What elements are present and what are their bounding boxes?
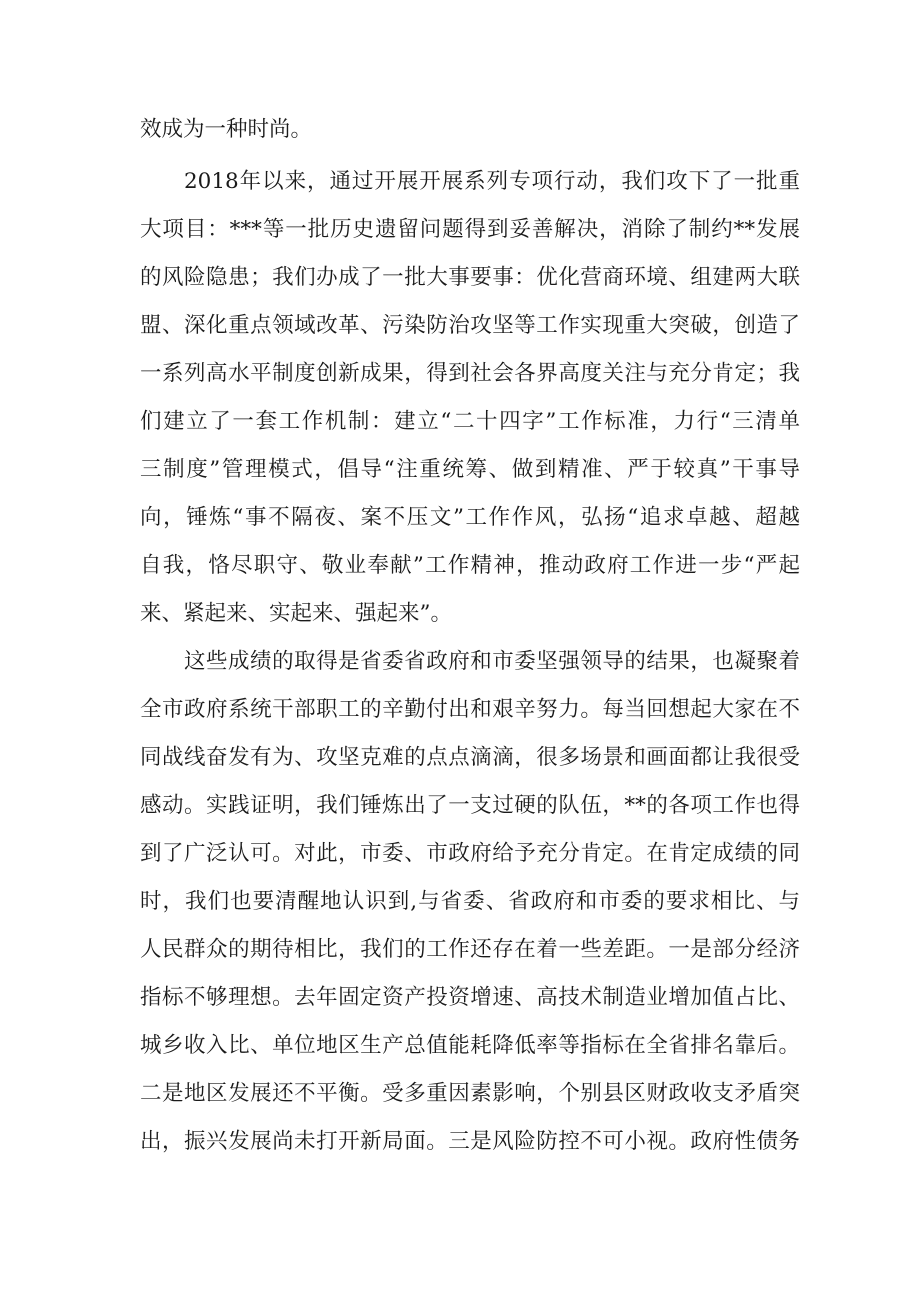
- text-line: 们建立了一套工作机制：建立“二十四字”工作标准，力行“三清单: [140, 409, 800, 434]
- text-line: 同战线奋发有为、攻坚克难的点点滴滴，很多场景和画面都让我很受: [140, 745, 800, 770]
- text-line: 指标不够理想。去年固定资产投资增速、高技术制造业增加值占比、: [140, 985, 800, 1010]
- text-line: 三制度”管理模式，倡导“注重统筹、做到精准、严于较真”干事导: [140, 457, 800, 482]
- text-line: 城乡收入比、单位地区生产总值能耗降低率等指标在全省排名靠后。: [140, 1033, 800, 1058]
- text-line: 大项目：***等一批历史遗留问题得到妥善解决，消除了制约**发展: [140, 217, 800, 242]
- text-line: 向，锤炼“事不隔夜、案不压文”工作作风，弘扬“追求卓越、超越: [140, 505, 800, 530]
- text-line: 感动。实践证明，我们锤炼出了一支过硬的队伍，**的各项工作也得: [140, 793, 800, 818]
- text-line: 这些成绩的取得是省委省政府和市委坚强领导的结果，也凝聚着: [184, 649, 800, 674]
- text-line: 出，振兴发展尚未打开新局面。三是风险防控不可小视。政府性债务: [140, 1129, 800, 1154]
- text-line: 一系列高水平制度创新成果，得到社会各界高度关注与充分肯定；我: [140, 361, 800, 386]
- text-line: 来、紧起来、实起来、强起来”。: [140, 601, 452, 626]
- text-line: 二是地区发展还不平衡。受多重因素影响，个别县区财政收支矛盾突: [140, 1081, 800, 1106]
- text-line: 人民群众的期待相比，我们的工作还存在着一些差距。一是部分经济: [140, 937, 800, 962]
- text-line: 效成为一种时尚。: [140, 117, 313, 142]
- text-line: 全市政府系统干部职工的辛勤付出和艰辛努力。每当回想起大家在不: [140, 697, 800, 722]
- text-line: 的风险隐患；我们办成了一批大事要事：优化营商环境、组建两大联: [140, 265, 800, 290]
- text-line: 时，我们也要清醒地认识到,与省委、省政府和市委的要求相比、与: [140, 889, 800, 914]
- text-line: 到了广泛认可。对此，市委、市政府给予充分肯定。在肯定成绩的同: [140, 841, 800, 866]
- text-line: 2018年以来，通过开展开展系列专项行动，我们攻下了一批重: [184, 169, 800, 194]
- text-line: 盟、深化重点领域改革、污染防治攻坚等工作实现重大突破，创造了: [140, 313, 800, 338]
- text-line: 自我，恪尽职守、敬业奉献”工作精神，推动政府工作进一步“严起: [140, 553, 800, 578]
